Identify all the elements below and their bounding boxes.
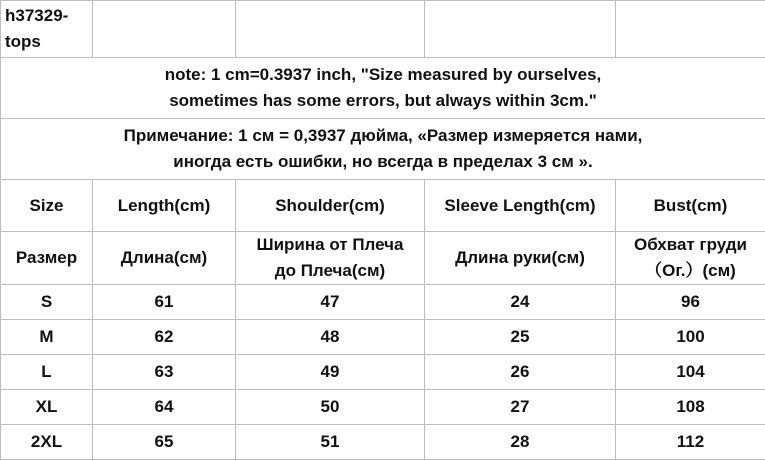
cell-sleeve-length: 24 [425,285,616,320]
header-ru-shoulder-line-2: до Плеча(см) [240,258,420,284]
cell-length: 64 [93,390,236,425]
cell-sleeve-length: 25 [425,320,616,355]
cell-shoulder: 50 [236,390,425,425]
russian-header-row [1,232,765,285]
cell-bust: 112 [616,425,765,460]
cell-length: 62 [93,320,236,355]
header-bust: Bust(cm) [616,180,765,232]
table-row [1,320,765,355]
header-ru-bust [616,232,765,285]
cell-length: 65 [93,425,236,460]
cell-bust: 104 [616,355,765,390]
cell-shoulder: 49 [236,355,425,390]
table-row [1,355,765,390]
header-ru-size [1,232,93,285]
empty-cell [93,1,236,58]
english-note-line-2: sometimes has some errors, but always within 3cm." [5,88,761,114]
cell-shoulder: 51 [236,425,425,460]
english-note-line-1: note: 1 cm=0.3937 inch, "Size measured by ourselves, [5,62,761,88]
table-row [1,390,765,425]
header-sleeve-length: Sleeve Length(cm) [425,180,616,232]
russian-note-line-2: иногда есть ошибки, но всегда в пределах 3 см ». [5,149,761,175]
cell-size: XL [1,390,93,425]
cell-size: L [1,355,93,390]
table-row [1,425,765,460]
header-ru-shoulder-line-1: Ширина от Плеча [240,232,420,258]
table-row [1,285,765,320]
english-note [1,58,765,119]
cell-size: M [1,320,93,355]
product-code: h37329- [5,3,88,29]
russian-note-line-1: Примечание: 1 см = 0,3937 дюйма, «Размер измеряется нами, [5,123,761,149]
header-ru-bust-line-1: Обхват груди [620,232,761,258]
empty-cell [236,1,425,58]
empty-cell [425,1,616,58]
cell-shoulder: 47 [236,285,425,320]
cell-size: 2XL [1,425,93,460]
header-length: Length(cm) [93,180,236,232]
header-ru-sleeve [425,232,616,285]
cell-shoulder: 48 [236,320,425,355]
english-header-row [1,180,765,232]
header-ru-length [93,232,236,285]
cell-bust: 108 [616,390,765,425]
russian-note [1,119,765,180]
header-ru-length-text: Длина(см) [97,245,231,271]
cell-length: 63 [93,355,236,390]
cell-bust: 96 [616,285,765,320]
cell-sleeve-length: 27 [425,390,616,425]
product-category: tops [5,29,88,55]
header-ru-sleeve-text: Длина руки(см) [429,245,611,271]
product-code-cell [1,1,93,58]
header-ru-bust-line-2: （Ог.）(см) [620,258,761,284]
empty-cell [616,1,765,58]
product-code-row [1,1,765,58]
cell-sleeve-length: 28 [425,425,616,460]
header-shoulder: Shoulder(cm) [236,180,425,232]
cell-size: S [1,285,93,320]
cell-sleeve-length: 26 [425,355,616,390]
english-note-row [1,58,765,119]
cell-length: 61 [93,285,236,320]
russian-note-row [1,119,765,180]
header-ru-size-text: Размер [5,245,88,271]
header-ru-shoulder [236,232,425,285]
cell-bust: 100 [616,320,765,355]
header-size: Size [1,180,93,232]
